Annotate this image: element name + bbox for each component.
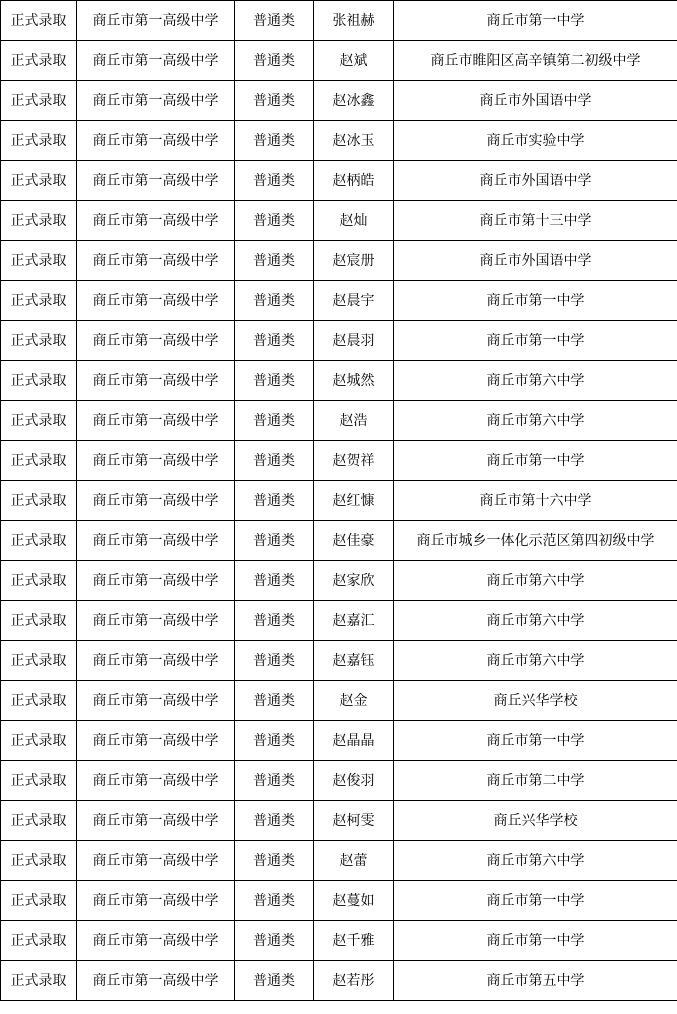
graduating-school-cell: 商丘市第六中学 — [394, 361, 677, 401]
admission-type-cell: 普通类 — [235, 41, 314, 81]
graduating-school-cell: 商丘市城乡一体化示范区第四初级中学 — [394, 521, 677, 561]
student-name-cell: 赵佳豪 — [314, 521, 394, 561]
graduating-school-cell: 商丘兴华学校 — [394, 801, 677, 841]
admission-type-cell: 普通类 — [235, 481, 314, 521]
admission-status-cell: 正式录取 — [1, 481, 77, 521]
admission-status-cell: 正式录取 — [1, 161, 77, 201]
graduating-school-cell: 商丘市第一中学 — [394, 921, 677, 961]
admission-status-cell: 正式录取 — [1, 881, 77, 921]
admission-status-cell: 正式录取 — [1, 921, 77, 961]
graduating-school-cell: 商丘市第一中学 — [394, 881, 677, 921]
student-name-cell: 赵柄皓 — [314, 161, 394, 201]
student-name-cell: 赵柯雯 — [314, 801, 394, 841]
graduating-school-cell: 商丘市第一中学 — [394, 721, 677, 761]
table-row — [1, 841, 677, 881]
admission-status-cell: 正式录取 — [1, 321, 77, 361]
admission-status-cell: 正式录取 — [1, 241, 77, 281]
table-row — [1, 921, 677, 961]
table-row — [1, 441, 677, 481]
admission-type-cell: 普通类 — [235, 681, 314, 721]
student-name-cell: 赵城然 — [314, 361, 394, 401]
admission-status-cell: 正式录取 — [1, 721, 77, 761]
admission-type-cell: 普通类 — [235, 401, 314, 441]
table-row — [1, 321, 677, 361]
graduating-school-cell: 商丘市外国语中学 — [394, 241, 677, 281]
student-name-cell: 赵晨羽 — [314, 321, 394, 361]
table-row — [1, 881, 677, 921]
student-name-cell: 赵家欣 — [314, 561, 394, 601]
student-name-cell: 赵宸册 — [314, 241, 394, 281]
admitting-school-cell: 商丘市第一高级中学 — [77, 841, 235, 881]
admission-status-cell: 正式录取 — [1, 1, 77, 41]
student-name-cell: 赵冰鑫 — [314, 81, 394, 121]
graduating-school-cell: 商丘市第六中学 — [394, 401, 677, 441]
student-name-cell: 赵斌 — [314, 41, 394, 81]
admission-status-cell: 正式录取 — [1, 81, 77, 121]
admission-type-cell: 普通类 — [235, 961, 314, 1001]
graduating-school-cell: 商丘市第六中学 — [394, 641, 677, 681]
admission-type-cell: 普通类 — [235, 1, 314, 41]
graduating-school-cell: 商丘市第一中学 — [394, 441, 677, 481]
student-name-cell: 赵千雅 — [314, 921, 394, 961]
table-row — [1, 281, 677, 321]
admission-status-cell: 正式录取 — [1, 601, 77, 641]
admitting-school-cell: 商丘市第一高级中学 — [77, 601, 235, 641]
admission-status-cell: 正式录取 — [1, 681, 77, 721]
student-name-cell: 赵冰玉 — [314, 121, 394, 161]
table-row — [1, 561, 677, 601]
admitting-school-cell: 商丘市第一高级中学 — [77, 721, 235, 761]
student-name-cell: 赵金 — [314, 681, 394, 721]
admission-type-cell: 普通类 — [235, 281, 314, 321]
graduating-school-cell: 商丘市第一中学 — [394, 1, 677, 41]
admission-type-cell: 普通类 — [235, 521, 314, 561]
table-row — [1, 721, 677, 761]
student-name-cell: 赵晨宇 — [314, 281, 394, 321]
student-name-cell: 赵嘉汇 — [314, 601, 394, 641]
table-row — [1, 41, 677, 81]
student-name-cell: 赵若彤 — [314, 961, 394, 1001]
admission-type-cell: 普通类 — [235, 361, 314, 401]
admission-type-cell: 普通类 — [235, 321, 314, 361]
admission-status-cell: 正式录取 — [1, 201, 77, 241]
admission-type-cell: 普通类 — [235, 881, 314, 921]
table-row — [1, 681, 677, 721]
student-name-cell: 赵红慷 — [314, 481, 394, 521]
admission-type-cell: 普通类 — [235, 721, 314, 761]
table-row — [1, 1, 677, 41]
graduating-school-cell: 商丘市实验中学 — [394, 121, 677, 161]
admitting-school-cell: 商丘市第一高级中学 — [77, 201, 235, 241]
admitting-school-cell: 商丘市第一高级中学 — [77, 361, 235, 401]
admitting-school-cell: 商丘市第一高级中学 — [77, 481, 235, 521]
admission-type-cell: 普通类 — [235, 841, 314, 881]
admitting-school-cell: 商丘市第一高级中学 — [77, 881, 235, 921]
graduating-school-cell: 商丘市第十三中学 — [394, 201, 677, 241]
admission-type-cell: 普通类 — [235, 921, 314, 961]
graduating-school-cell: 商丘市第一中学 — [394, 281, 677, 321]
student-name-cell: 赵蔓如 — [314, 881, 394, 921]
student-name-cell: 赵俊羽 — [314, 761, 394, 801]
table-row — [1, 121, 677, 161]
admission-type-cell: 普通类 — [235, 441, 314, 481]
admission-status-cell: 正式录取 — [1, 841, 77, 881]
student-name-cell: 赵贺祥 — [314, 441, 394, 481]
student-name-cell: 赵晶晶 — [314, 721, 394, 761]
table-row — [1, 361, 677, 401]
graduating-school-cell: 商丘市第六中学 — [394, 601, 677, 641]
admission-type-cell: 普通类 — [235, 601, 314, 641]
table-row — [1, 521, 677, 561]
admitting-school-cell: 商丘市第一高级中学 — [77, 641, 235, 681]
admission-status-cell: 正式录取 — [1, 361, 77, 401]
table-row — [1, 401, 677, 441]
table-row — [1, 161, 677, 201]
table-row — [1, 761, 677, 801]
admitting-school-cell: 商丘市第一高级中学 — [77, 441, 235, 481]
table-row — [1, 81, 677, 121]
admission-type-cell: 普通类 — [235, 561, 314, 601]
graduating-school-cell: 商丘市第一中学 — [394, 321, 677, 361]
admitting-school-cell: 商丘市第一高级中学 — [77, 1, 235, 41]
admission-status-cell: 正式录取 — [1, 561, 77, 601]
student-name-cell: 赵嘉钰 — [314, 641, 394, 681]
table-row — [1, 801, 677, 841]
admission-type-cell: 普通类 — [235, 81, 314, 121]
graduating-school-cell: 商丘市第六中学 — [394, 561, 677, 601]
admission-type-cell: 普通类 — [235, 801, 314, 841]
student-name-cell: 赵蕾 — [314, 841, 394, 881]
admission-status-cell: 正式录取 — [1, 41, 77, 81]
admitting-school-cell: 商丘市第一高级中学 — [77, 81, 235, 121]
admission-status-cell: 正式录取 — [1, 961, 77, 1001]
graduating-school-cell: 商丘市睢阳区高辛镇第二初级中学 — [394, 41, 677, 81]
admission-status-cell: 正式录取 — [1, 761, 77, 801]
table-row — [1, 481, 677, 521]
student-name-cell: 张祖赫 — [314, 1, 394, 41]
admission-status-cell: 正式录取 — [1, 121, 77, 161]
admitting-school-cell: 商丘市第一高级中学 — [77, 961, 235, 1001]
admitting-school-cell: 商丘市第一高级中学 — [77, 561, 235, 601]
admitting-school-cell: 商丘市第一高级中学 — [77, 921, 235, 961]
graduating-school-cell: 商丘市第十六中学 — [394, 481, 677, 521]
table-row — [1, 961, 677, 1001]
admission-status-cell: 正式录取 — [1, 281, 77, 321]
admitting-school-cell: 商丘市第一高级中学 — [77, 801, 235, 841]
table-row — [1, 641, 677, 681]
admitting-school-cell: 商丘市第一高级中学 — [77, 761, 235, 801]
admission-status-cell: 正式录取 — [1, 401, 77, 441]
admitting-school-cell: 商丘市第一高级中学 — [77, 41, 235, 81]
admitting-school-cell: 商丘市第一高级中学 — [77, 281, 235, 321]
graduating-school-cell: 商丘市第六中学 — [394, 841, 677, 881]
admission-type-cell: 普通类 — [235, 121, 314, 161]
admission-status-cell: 正式录取 — [1, 641, 77, 681]
admitting-school-cell: 商丘市第一高级中学 — [77, 121, 235, 161]
admitting-school-cell: 商丘市第一高级中学 — [77, 521, 235, 561]
admission-type-cell: 普通类 — [235, 761, 314, 801]
admitting-school-cell: 商丘市第一高级中学 — [77, 241, 235, 281]
student-name-cell: 赵浩 — [314, 401, 394, 441]
admitting-school-cell: 商丘市第一高级中学 — [77, 321, 235, 361]
admission-type-cell: 普通类 — [235, 201, 314, 241]
admission-type-cell: 普通类 — [235, 241, 314, 281]
graduating-school-cell: 商丘市外国语中学 — [394, 161, 677, 201]
admission-type-cell: 普通类 — [235, 161, 314, 201]
admitting-school-cell: 商丘市第一高级中学 — [77, 401, 235, 441]
table-row — [1, 201, 677, 241]
graduating-school-cell: 商丘市第五中学 — [394, 961, 677, 1001]
table-row — [1, 601, 677, 641]
admitting-school-cell: 商丘市第一高级中学 — [77, 681, 235, 721]
graduating-school-cell: 商丘市第二中学 — [394, 761, 677, 801]
graduating-school-cell: 商丘市外国语中学 — [394, 81, 677, 121]
admission-status-cell: 正式录取 — [1, 441, 77, 481]
admission-table-body — [1, 1, 677, 1001]
admitting-school-cell: 商丘市第一高级中学 — [77, 161, 235, 201]
table-row — [1, 241, 677, 281]
admission-type-cell: 普通类 — [235, 641, 314, 681]
graduating-school-cell: 商丘兴华学校 — [394, 681, 677, 721]
admission-status-cell: 正式录取 — [1, 801, 77, 841]
admission-status-cell: 正式录取 — [1, 521, 77, 561]
student-name-cell: 赵灿 — [314, 201, 394, 241]
